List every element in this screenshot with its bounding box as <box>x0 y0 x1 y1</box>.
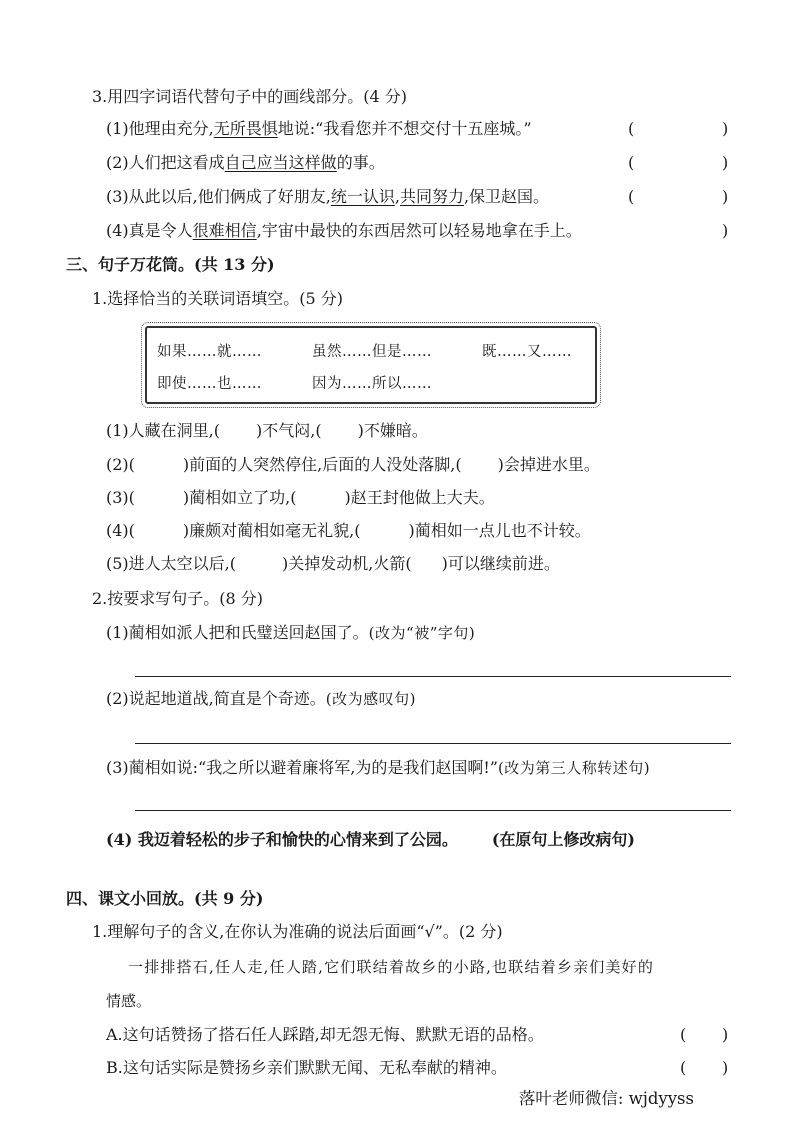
answer-paren-open: ( <box>680 1058 687 1077</box>
footer-watermark: 落叶老师微信: wjdyyss <box>518 1089 694 1108</box>
answer-paren-close: ) <box>722 1058 729 1077</box>
fill-item-2: (2)( )前面的人突然停住,后面的人没处落脚,( )会掉进水里。 <box>106 455 600 474</box>
answer-line[interactable] <box>135 743 731 744</box>
answer-paren-open: ( <box>628 187 635 206</box>
answer-paren-close: ) <box>722 187 729 206</box>
word-bank-item: 既……又…… <box>482 344 572 360</box>
q3-item-2: (2)人们把这看成自己应当这样做的事。 <box>106 153 385 172</box>
answer-paren-close: ) <box>722 1025 729 1044</box>
answer-paren-open: ( <box>680 1025 687 1044</box>
answer-line[interactable] <box>135 676 731 677</box>
answer-paren-close: ) <box>722 153 729 172</box>
rewrite-item-2: (2)说起地道战,简直是个奇迹。(改为感叹句) <box>106 689 416 708</box>
answer-paren-close: ) <box>722 221 729 240</box>
q3-item-3: (3)从此以后,他们俩成了好朋友,统一认识,共同努力,保卫赵国。 <box>106 187 550 206</box>
fill-item-5: (5)进人太空以后,( )关掉发动机,火箭( )可以继续前进。 <box>106 554 560 573</box>
word-bank-item: 即使……也…… <box>157 376 262 392</box>
q3-item-4: (4)真是令人很难相信,宇宙中最快的东西居然可以轻易地拿在手上。 <box>106 221 582 240</box>
q3-item-1: (1)他理由充分,无所畏惧地说:“我看您并不想交付十五座城。” <box>106 119 532 138</box>
word-bank-item: 因为……所以…… <box>312 376 432 392</box>
answer-paren-open: ( <box>628 119 635 138</box>
answer-line[interactable] <box>135 810 731 811</box>
fill-item-3: (3)( )蔺相如立了功,( )赵王封他做上大夫。 <box>106 488 495 507</box>
word-bank-item: 如果……就…… <box>157 344 262 360</box>
answer-paren-open: ( <box>628 153 635 172</box>
option-a: A.这句话赞扬了搭石任人踩踏,却无怨无悔、默默无语的品格。 <box>106 1025 544 1044</box>
rewrite-item-1: (1)蔺相如派人把和氏璧送回赵国了。(改为“被”字句) <box>106 623 476 642</box>
q3-title: 3.用四字词语代替句子中的画线部分。(4 分) <box>92 87 408 106</box>
passage-line-2: 情感。 <box>106 992 152 1010</box>
word-bank-box <box>145 326 597 404</box>
section-4-title: 四、课文小回放。(共 9 分) <box>66 889 264 908</box>
answer-paren-close: ) <box>722 119 729 138</box>
rewrite-item-3: (3)蔺相如说:“我之所以避着廉将军,为的是我们赵国啊!”(改为第三人称转述句) <box>106 758 651 777</box>
s3-q2-title: 2.按要求写句子。(8 分) <box>92 589 264 608</box>
section-3-title: 三、句子万花筒。(共 13 分) <box>66 255 275 274</box>
passage-line-1: 一排排搭石,任人走,任人踏,它们联结着故乡的小路,也联结着乡亲们美好的 <box>128 958 655 976</box>
fill-item-1: (1)人藏在洞里,( )不气闷,( )不嫌暗。 <box>106 421 428 440</box>
fill-item-4: (4)( )廉颇对蔺相如毫无礼貌,( )蔺相如一点儿也不计较。 <box>106 521 591 540</box>
word-bank-item: 虽然……但是…… <box>312 344 432 360</box>
rewrite-item-4: (4) 我迈着轻松的步子和愉快的心情来到了公园。 (在原句上修改病句) <box>106 830 636 849</box>
s4-q1-title: 1.理解句子的含义,在你认为准确的说法后面画“√”。(2 分) <box>92 922 503 941</box>
option-b: B.这句话实际是赞扬乡亲们默默无闻、无私奉献的精神。 <box>106 1058 507 1077</box>
s3-q1-title: 1.选择恰当的关联词语填空。(5 分) <box>92 289 344 308</box>
